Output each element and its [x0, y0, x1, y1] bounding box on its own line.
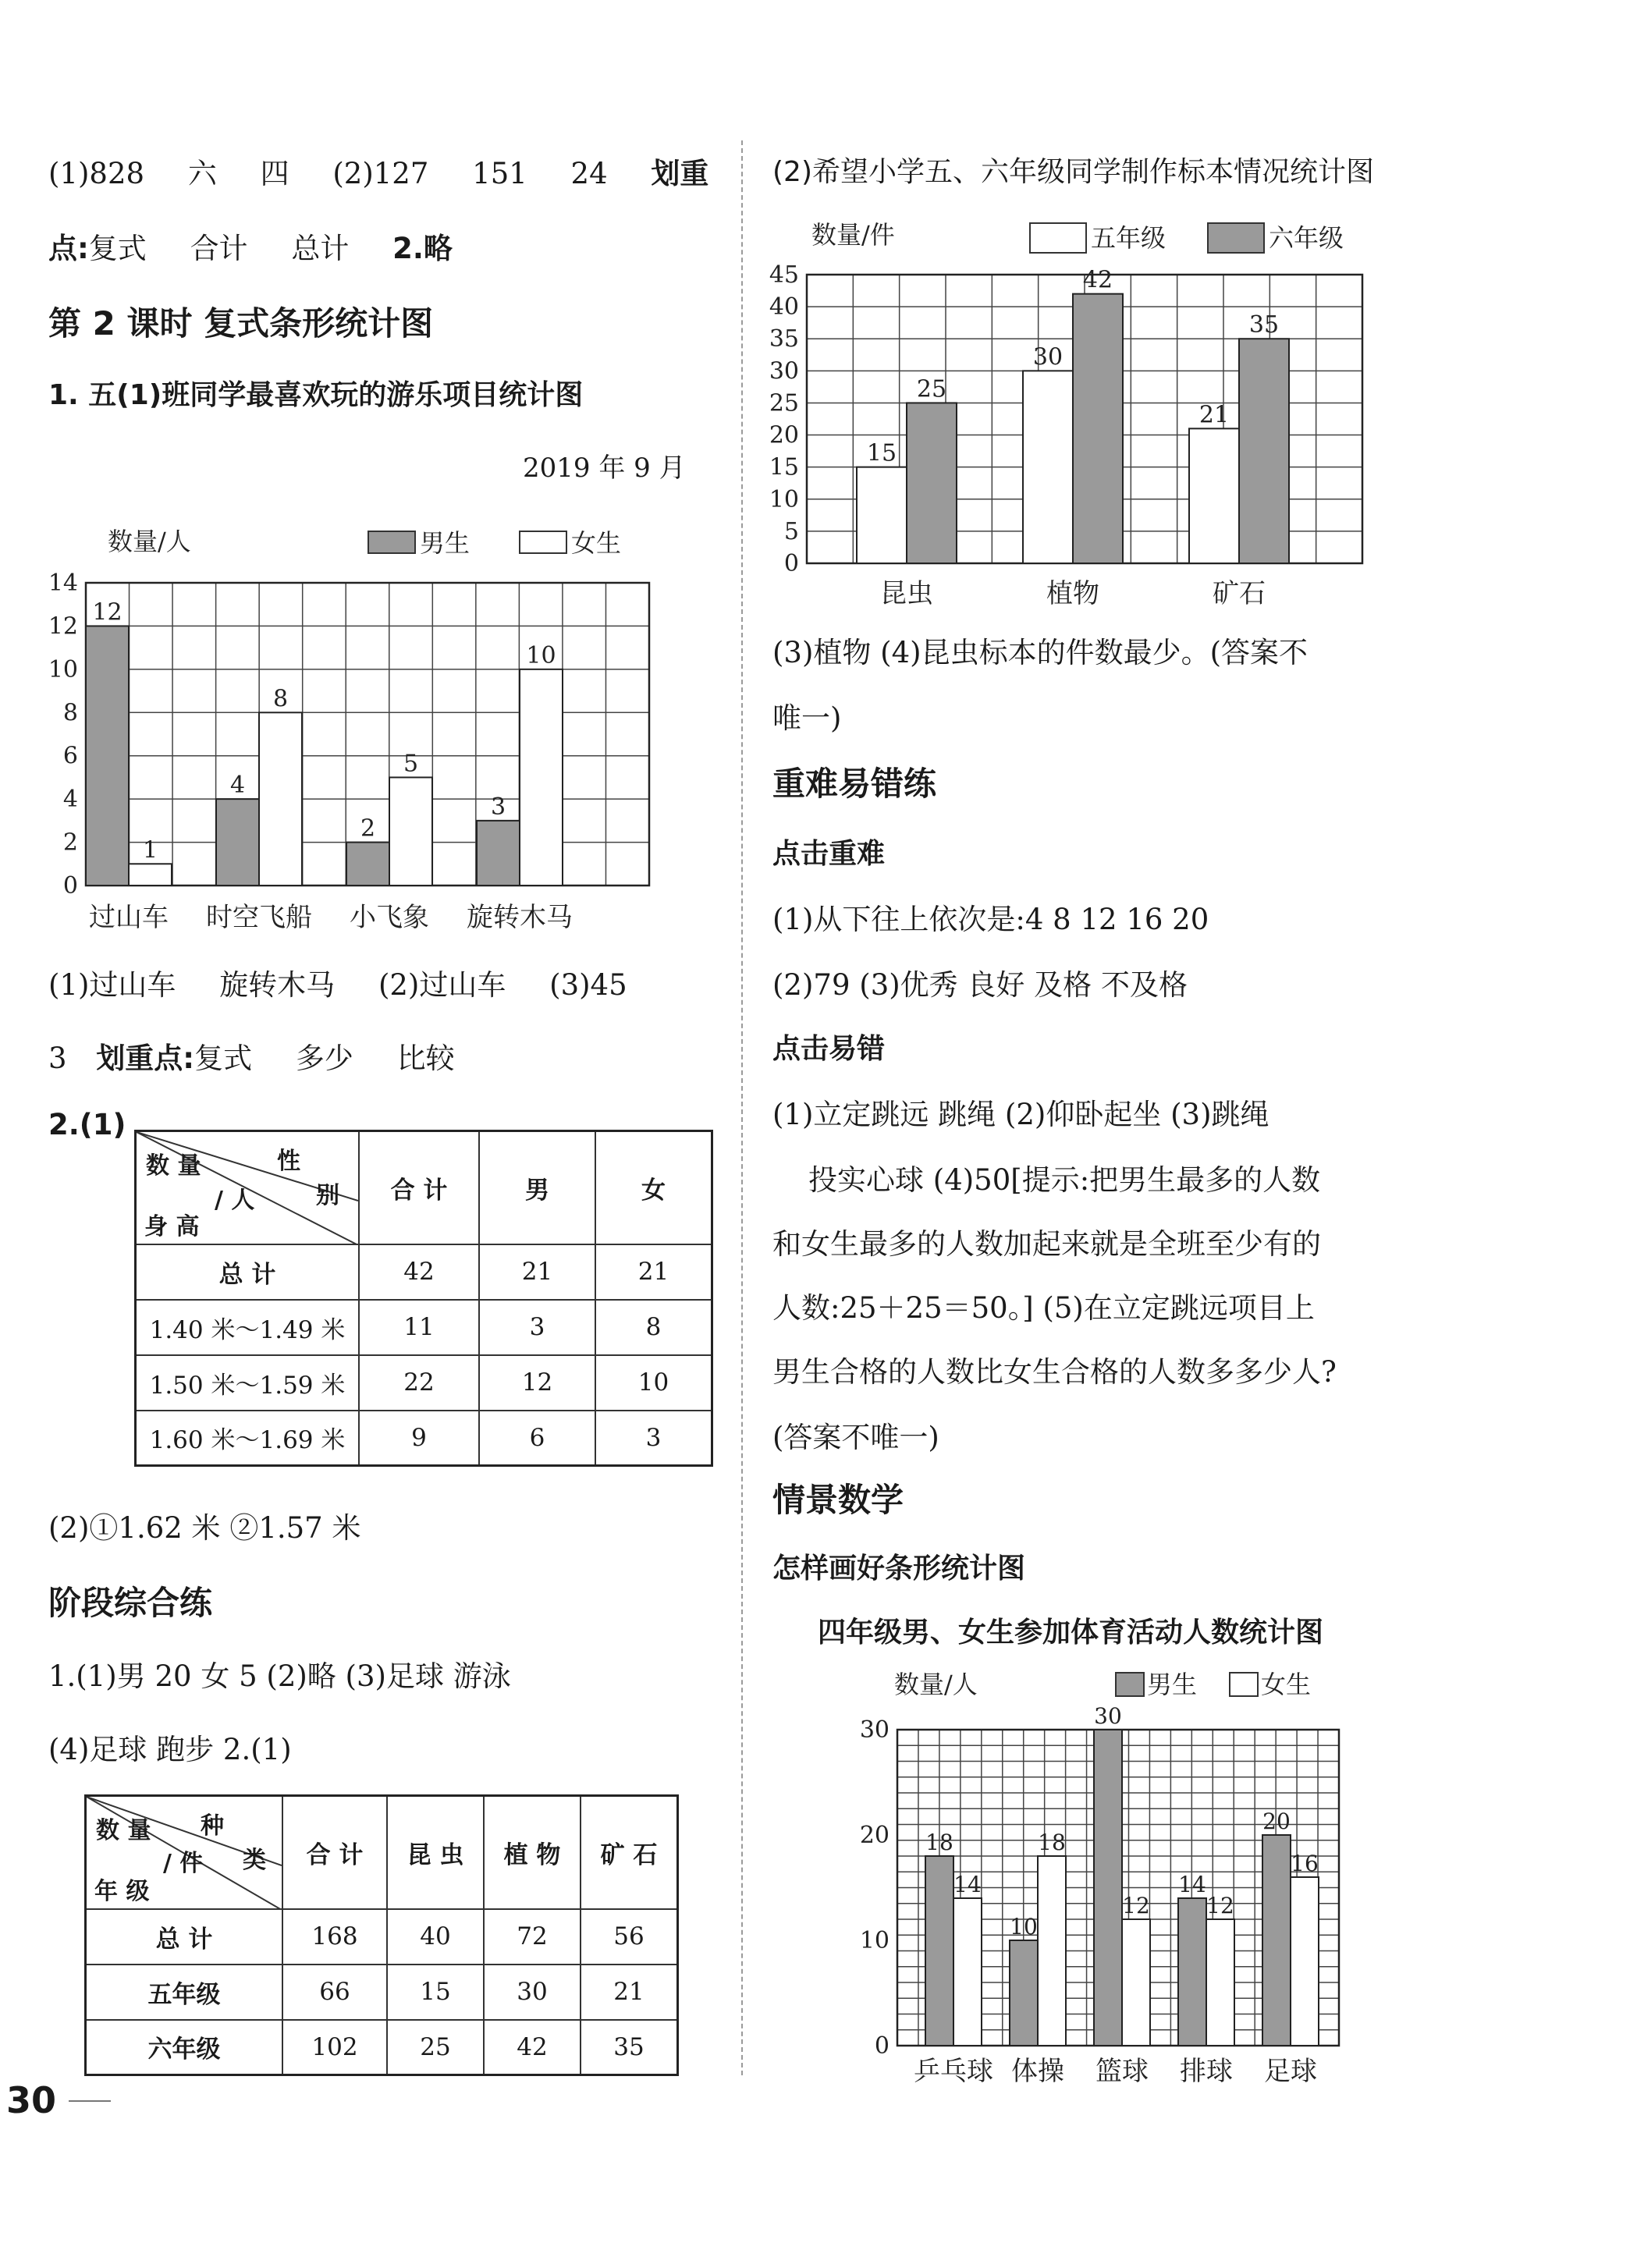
y-tick-label: 0	[62, 872, 78, 900]
table2-header: 植 物	[484, 1796, 581, 1909]
chart2-bars	[857, 267, 1289, 563]
chart2-ylabel: 数量/件	[811, 220, 895, 250]
hard-subtitle: 点击重难	[772, 838, 886, 870]
bar-五年级	[1189, 428, 1239, 563]
text: (1)过山车	[48, 968, 176, 1002]
cell: 25	[387, 2020, 484, 2075]
cell: 42	[359, 1244, 479, 1300]
bar-value-label: 2	[360, 815, 376, 843]
legend-female-swatch	[520, 531, 566, 553]
chart2-y-ticks	[769, 261, 799, 577]
table1-header: 男	[479, 1131, 595, 1244]
error-line-5: 男生合格的人数比女生合格的人数多多少人?	[772, 1355, 1337, 1389]
chart3-y-ticks	[860, 1716, 890, 2060]
bar-value-label: 20	[1262, 1808, 1291, 1834]
legend-grade6-swatch	[1208, 223, 1264, 253]
q1-answer-line-2	[48, 1035, 455, 1077]
scene-title: 情景数学	[772, 1481, 904, 1519]
q3-line-2: 唯一)	[772, 701, 842, 735]
bar-value-label: 12	[1122, 1893, 1150, 1918]
y-tick-label: 10	[769, 485, 799, 513]
bar-六年级	[1073, 294, 1123, 563]
bar-value-label: 30	[1094, 1703, 1122, 1729]
error-line-3: 和女生最多的人数加起来就是全班至少有的	[772, 1227, 1321, 1261]
text: 151	[472, 157, 527, 190]
text: (2)过山车	[378, 968, 506, 1002]
text: 多少	[295, 1042, 353, 1075]
category-label: 矿石	[1213, 578, 1266, 609]
cell: 42	[484, 2020, 581, 2075]
column-divider	[741, 140, 743, 2075]
legend-female-label: 女生	[571, 528, 622, 558]
keypoint-label: 划重	[651, 157, 709, 190]
cell: 35	[581, 2020, 678, 2075]
bar-value-label: 14	[953, 1872, 982, 1897]
bar-value-label: 3	[490, 793, 506, 821]
cell: 72	[484, 1909, 581, 1965]
y-tick-label: 0	[874, 2032, 890, 2060]
legend-grade6-label: 六年级	[1269, 223, 1344, 253]
row-label: 1.60 米～1.69 米	[136, 1411, 360, 1466]
row-label: 六年级	[86, 2020, 283, 2075]
y-tick-label: 30	[769, 357, 799, 385]
bar-value-label: 18	[1038, 1830, 1066, 1855]
bar-value-label: 25	[916, 375, 947, 403]
error-line-1: (1)立定跳远 跳绳 (2)仰卧起坐 (3)跳绳	[772, 1098, 1269, 1131]
bar-男生	[925, 1856, 953, 2046]
cell: 21	[479, 1244, 595, 1300]
chart1-ylabel: 数量/人	[108, 527, 191, 556]
stage-title: 阶段综合练	[48, 1584, 213, 1622]
bar-五年级	[1023, 371, 1073, 563]
legend-grade5-label: 五年级	[1091, 223, 1166, 253]
bar-男生	[86, 626, 129, 886]
corner-mid2: / 件	[163, 1850, 204, 1877]
cell: 21	[581, 1965, 678, 2020]
y-tick-label: 0	[783, 550, 799, 577]
bar-男生	[1010, 1940, 1038, 2046]
bar-value-label: 15	[866, 439, 897, 467]
text: (3)45	[549, 968, 627, 1002]
cell: 168	[282, 1909, 387, 1965]
corner-mid: 数 量	[146, 1152, 201, 1180]
cell: 56	[581, 1909, 678, 1965]
bar-value-label: 12	[1206, 1893, 1234, 1918]
answer-line-1	[48, 150, 708, 192]
table2-corner	[86, 1796, 283, 1909]
y-tick-label: 10	[859, 1927, 890, 1954]
cell: 12	[479, 1355, 595, 1411]
y-tick-label: 6	[62, 742, 78, 770]
q1-answer-line-1	[48, 961, 627, 1003]
legend-male-label: 男生	[1147, 1670, 1198, 1699]
table-row	[86, 1965, 678, 2020]
bar-value-label: 8	[272, 685, 289, 713]
hard-line-1: (1)从下往上依次是:4 8 12 16 20	[772, 903, 1209, 936]
bar-女生	[1038, 1856, 1066, 2046]
category-label: 旋转木马	[467, 902, 573, 933]
table2-header: 昆 虫	[387, 1796, 484, 1909]
category-label: 乒乓球	[914, 2056, 993, 2087]
table-row	[136, 1244, 712, 1300]
bar-女生	[520, 669, 563, 886]
cell: 6	[479, 1411, 595, 1466]
chart3-categories	[914, 2056, 1317, 2087]
table-row	[136, 1411, 712, 1466]
cell: 21	[595, 1244, 712, 1300]
bar-value-label: 35	[1248, 311, 1280, 339]
table-row	[136, 1300, 712, 1355]
text: 六	[187, 157, 217, 190]
y-tick-label: 10	[48, 655, 78, 683]
bar-value-label: 10	[1010, 1914, 1038, 1940]
cell: 66	[282, 1965, 387, 2020]
text: 旋转木马	[219, 968, 336, 1002]
corner-bottom: 年 级	[94, 1878, 150, 1905]
table-row	[136, 1355, 712, 1411]
bar-value-label: 30	[1032, 343, 1064, 371]
height-table	[134, 1130, 713, 1467]
error-line-4: 人数:25＋25＝50。] (5)在立定跳远项目上	[772, 1291, 1315, 1325]
text: 3	[48, 1042, 67, 1075]
bar-value-label: 4	[229, 772, 246, 800]
scene-subtitle: 怎样画好条形统计图	[772, 1553, 1026, 1585]
bar-value-label: 16	[1291, 1851, 1319, 1876]
chart3-caption: 四年级男、女生参加体育活动人数统计图	[818, 1617, 1324, 1649]
y-tick-label: 14	[48, 570, 78, 597]
corner-top2: 别	[316, 1182, 339, 1209]
text: 24	[570, 157, 608, 190]
table1-header: 女	[595, 1131, 712, 1244]
section-title: 第 2 课时 复式条形统计图	[48, 304, 434, 343]
y-tick-label: 45	[769, 261, 799, 289]
text: (2)127	[332, 157, 429, 190]
bar-女生	[389, 777, 432, 886]
category-label: 植物	[1046, 578, 1099, 609]
stage-line-1: 1.(1)男 20 女 5 (2)略 (3)足球 游泳	[48, 1659, 511, 1693]
bar-男生	[216, 799, 259, 886]
chart2-categories	[880, 578, 1266, 609]
bar-六年级	[907, 403, 957, 563]
bar-value-label: 5	[403, 750, 419, 778]
corner-top2: 类	[243, 1847, 266, 1874]
table-row	[86, 2020, 678, 2075]
row-label: 1.40 米～1.49 米	[136, 1300, 360, 1355]
bar-value-label: 12	[92, 598, 123, 626]
cell: 9	[359, 1411, 479, 1466]
bar-女生	[953, 1898, 982, 2046]
cell: 102	[282, 2020, 387, 2075]
hard-line-2: (2)79 (3)优秀 良好 及格 不及格	[772, 968, 1188, 1002]
corner-top: 种	[201, 1812, 224, 1840]
text: 总计	[291, 232, 350, 265]
chart1-date: 2019 年 9 月	[523, 453, 686, 484]
y-tick-label: 8	[62, 699, 78, 727]
corner-mid2: / 人	[215, 1187, 255, 1214]
q3-line-1: (3)植物 (4)昆虫标本的件数最少。(答案不	[772, 636, 1309, 669]
bar-女生	[1291, 1877, 1319, 2046]
legend-male-swatch	[368, 531, 415, 553]
text: 比较	[396, 1042, 455, 1075]
chart-amusement	[31, 511, 718, 948]
stage-line-2: (4)足球 跑步 2.(1)	[48, 1733, 292, 1766]
table2-header: 合 计	[282, 1796, 387, 1909]
corner-mid: 数 量	[96, 1817, 151, 1844]
bar-男生	[1094, 1730, 1122, 2046]
chart-specimens	[765, 204, 1389, 618]
cell: 30	[484, 1965, 581, 2020]
q2-answer: (2)①1.62 米 ②1.57 米	[48, 1511, 361, 1545]
y-tick-label: 30	[859, 1716, 890, 1744]
bar-男生	[1262, 1835, 1291, 2046]
bar-value-label: 21	[1198, 401, 1230, 429]
bar-女生	[1206, 1919, 1234, 2046]
text: 2.略	[392, 232, 453, 265]
bar-value-label: 1	[142, 836, 158, 864]
cell: 40	[387, 1909, 484, 1965]
legend-female-swatch	[1230, 1673, 1258, 1696]
text: (1)828	[48, 157, 145, 190]
cell: 3	[595, 1411, 712, 1466]
y-tick-label: 12	[48, 612, 78, 641]
category-label: 排球	[1180, 2056, 1233, 2087]
chart-sports	[843, 1656, 1373, 2092]
cell: 3	[479, 1300, 595, 1355]
error-line-2: 投实心球 (4)50[提示:把男生最多的人数	[808, 1163, 1321, 1197]
bar-女生	[259, 712, 302, 886]
y-tick-label: 15	[769, 453, 799, 481]
table1-header: 合 计	[359, 1131, 479, 1244]
bar-value-label: 14	[1178, 1872, 1206, 1897]
legend-grade5-swatch	[1030, 223, 1086, 253]
category-label: 时空飞船	[206, 902, 312, 933]
table2-header: 矿 石	[581, 1796, 678, 1909]
error-subtitle: 点击易错	[772, 1033, 886, 1065]
table1-corner	[136, 1131, 360, 1244]
cell: 11	[359, 1300, 479, 1355]
page-number: 30	[6, 2079, 57, 2121]
chart1-y-ticks	[48, 570, 78, 900]
y-tick-label: 2	[62, 829, 78, 857]
row-label: 1.50 米～1.59 米	[136, 1355, 360, 1411]
category-label: 昆虫	[880, 578, 933, 609]
y-tick-label: 25	[769, 389, 799, 417]
chart1-categories	[89, 902, 573, 933]
y-tick-label: 40	[769, 293, 799, 321]
legend-female-label: 女生	[1261, 1670, 1312, 1699]
text: 复式	[88, 232, 147, 265]
text: 合计	[190, 232, 248, 265]
q2-label: 2.(1)	[48, 1108, 126, 1141]
y-tick-label: 20	[769, 421, 799, 449]
hard-title: 重难易错练	[772, 765, 937, 803]
keypoint-label: 点:	[48, 232, 89, 265]
page-number-rule	[69, 2100, 111, 2102]
error-line-6: (答案不唯一)	[772, 1421, 939, 1454]
bar-男生	[1178, 1898, 1206, 2046]
y-tick-label: 35	[769, 325, 799, 353]
bar-value-label: 42	[1082, 266, 1113, 294]
bar-男生	[346, 843, 389, 886]
text: 复式	[194, 1042, 253, 1075]
cell: 15	[387, 1965, 484, 2020]
y-tick-label: 4	[62, 786, 78, 814]
bar-六年级	[1239, 339, 1289, 563]
keypoint-label: 划重点:	[96, 1042, 195, 1075]
specimen-table	[84, 1794, 679, 2076]
bar-value-label: 18	[925, 1830, 953, 1855]
text: 四	[260, 157, 289, 190]
y-tick-label: 20	[859, 1822, 890, 1849]
bar-男生	[477, 821, 520, 886]
chart2-caption: (2)希望小学五、六年级同学制作标本情况统计图	[772, 156, 1374, 188]
legend-male-label: 男生	[420, 528, 471, 558]
corner-top: 性	[277, 1148, 300, 1175]
legend-male-swatch	[1116, 1673, 1144, 1696]
bar-五年级	[857, 467, 907, 563]
y-tick-label: 5	[783, 517, 799, 545]
corner-bottom: 身 高	[144, 1213, 200, 1240]
bar-value-label: 10	[526, 641, 556, 669]
row-label: 总 计	[136, 1244, 360, 1300]
cell: 8	[595, 1300, 712, 1355]
category-label: 篮球	[1095, 2056, 1149, 2087]
chart3-bars	[925, 1703, 1319, 2046]
category-label: 体操	[1011, 2056, 1064, 2087]
answer-line-2	[48, 225, 453, 267]
chart3-ylabel: 数量/人	[894, 1670, 978, 1699]
row-label: 五年级	[86, 1965, 283, 2020]
category-label: 过山车	[89, 902, 169, 933]
chart1-caption: 1. 五(1)班同学最喜欢玩的游乐项目统计图	[48, 379, 584, 411]
cell: 10	[595, 1355, 712, 1411]
category-label: 小飞象	[350, 902, 429, 933]
bar-女生	[129, 864, 172, 886]
cell: 22	[359, 1355, 479, 1411]
bar-女生	[1122, 1919, 1150, 2046]
category-label: 足球	[1264, 2056, 1317, 2087]
table-row	[86, 1909, 678, 1965]
row-label: 总 计	[86, 1909, 283, 1965]
